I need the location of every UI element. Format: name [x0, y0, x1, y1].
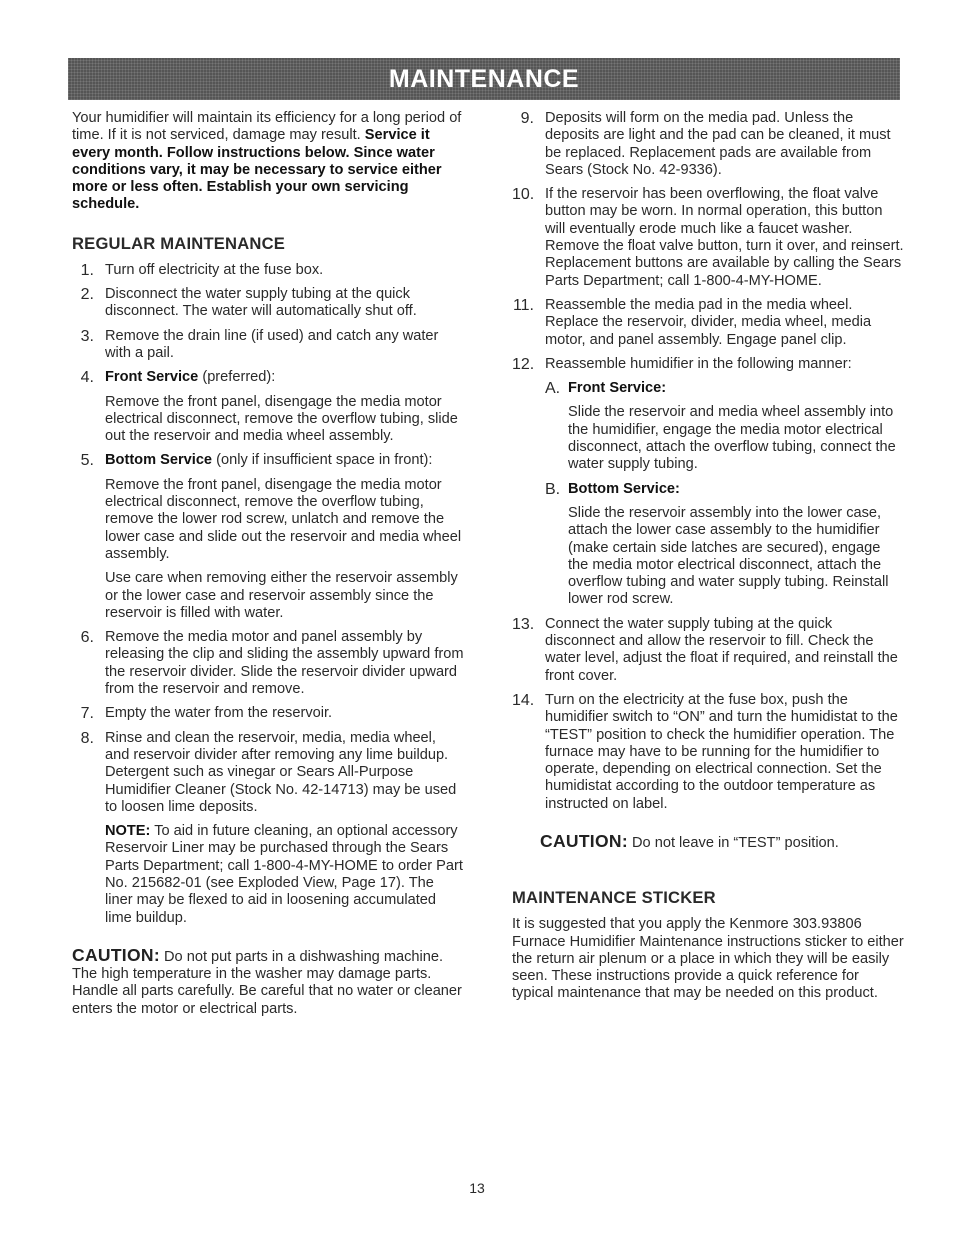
item-body: Remove the front panel, disengage the media motor electrical disconnect, remove the overflow tubing, remove the lower rod screw, unlatch and remove the lower case and slide out the reservoir and media wheel assembly.	[105, 476, 462, 562]
item-text	[105, 452, 464, 469]
right-column	[512, 110, 904, 1003]
item-number: 9.	[520, 110, 534, 127]
list-item	[512, 616, 904, 685]
sub-item-label-text: Front Service:	[568, 380, 667, 397]
sub-item	[512, 481, 904, 498]
list-item	[512, 692, 904, 813]
item-text: Deposits will form on the media pad. Unless the deposits are light and the pad can be cleaned, it must be replaced. Replacement pads are available from Sears (Stock No. 42-9336).	[545, 110, 891, 178]
item-label: Bottom Service	[105, 452, 213, 469]
intro-paragraph	[72, 110, 464, 214]
list-item	[512, 186, 904, 290]
intro-text: Your humidifier will maintain its efficiency for a long period of time. If it is not serviced, damage may result.	[72, 110, 462, 144]
note-text: To aid in future cleaning, an optional accessory Reservoir Liner may be purchased through the Sears Parts Department; call 1-800-4-MY-HOME to order Part No. 215682-01 (see Exploded View, Page 17). The liner may be flexed to aid in loosening accumulated lime buildup.	[105, 823, 463, 926]
item-text: Rinse and clean the reservoir, media, media wheel, and reservoir divider after removing any lime buildup. Detergent such as vinegar or Sears All-Purpose Humidifier Cleaner (Stock No. 42-14713) may be used to loosen lime deposits.	[105, 729, 457, 815]
note-paragraph	[105, 823, 464, 927]
item-number: 13.	[512, 615, 535, 633]
item-label-rest: (only if insufficient space in front):	[212, 452, 433, 469]
item-label-rest: (preferred):	[198, 369, 276, 386]
item-text: If the reservoir has been overflowing, the float valve button may be worn. In normal operation, this button will eventually erode much like a faucet washer. Remove the float valve button, turn it over, and reinsert. Replacement buttons are available by calling the Sears Parts Department; call 1-800-4-MY-HOME.	[545, 186, 904, 289]
item-text: Remove the media motor and panel assembly by releasing the clip and sliding the assembly upward from the reservoir divider. Slide the reservoir divider upward from the reservoir and remove.	[105, 629, 464, 698]
list-item	[72, 705, 464, 722]
item-label: Front Service	[105, 369, 199, 386]
caution-paragraph	[512, 830, 904, 852]
regular-maintenance-heading: REGULAR MAINTENANCE	[72, 233, 286, 253]
caution-paragraph	[72, 944, 464, 1018]
caution-text: Do not leave in “TEST” position.	[627, 834, 839, 851]
item-text: Turn on the electricity at the fuse box, push the humidifier switch to “ON” and turn the humidistat to the “TEST” position to check the humidifier operation. The furnace may have to be running for the humidifier to operate, depending on electrical connection. Set the humidistat according to the outdoor temperature as instructed on label.	[545, 691, 898, 812]
list-item	[72, 286, 464, 321]
caution-label: CAUTION:	[540, 830, 628, 851]
item-number: 2.	[80, 286, 94, 304]
sub-item-label	[568, 380, 904, 397]
sub-item-letter: A.	[545, 380, 561, 398]
item-number: 1.	[80, 261, 94, 279]
list-item	[72, 730, 464, 927]
list-item	[72, 328, 464, 363]
item-number: 12.	[512, 355, 535, 373]
item-number: 11.	[512, 296, 534, 314]
item-text: Remove the drain line (if used) and catch any water with a pail.	[105, 327, 439, 361]
list-item	[72, 629, 464, 698]
list-item	[72, 262, 464, 279]
sub-item-label	[568, 481, 904, 498]
list-item	[512, 356, 904, 373]
caution-text: Do not put parts in a dishwashing machine. The high temperature in the washer may damage parts. Handle all parts carefully. Be careful that no water or cleaner enters the motor or electrical parts.	[72, 948, 462, 1017]
sticker-paragraph: It is suggested that you apply the Kenmore 303.93806 Furnace Humidifier Maintenance instructions sticker to either the return air plenum or a place in which they will be easily seen. These instructions provide a quick reference for typical maintenance that may be needed on this product.	[512, 916, 904, 1002]
section-title: MAINTENANCE	[388, 64, 580, 93]
item-number: 10.	[512, 186, 535, 204]
list-item	[512, 297, 904, 349]
item-number: 6.	[80, 629, 94, 647]
list-item	[72, 369, 464, 445]
item-number: 8.	[80, 729, 94, 747]
sub-item-body: Slide the reservoir assembly into the lower case, attach the lower case assembly to the humidifier (make certain side latches are secured), engage the media motor electrical disconnect, attach the overflow tubing and water supply tubing. Reinstall lower rod screw.	[568, 504, 889, 608]
item-number: 5.	[80, 452, 94, 470]
item-text: Connect the water supply tubing at the quick disconnect and allow the reservoir to fill. Check the water level, adjust the float if required, and reinstall the front cover.	[545, 615, 898, 684]
item-number: 7.	[80, 705, 94, 723]
sub-item	[512, 380, 904, 397]
caution-label: CAUTION:	[72, 944, 160, 965]
list-item	[72, 452, 464, 622]
item-text: Reassemble the media pad in the media wheel. Replace the reservoir, divider, media wheel, media motor, and panel assembly. Engage panel clip.	[545, 296, 872, 348]
note-label: NOTE:	[105, 823, 151, 840]
item-text: Turn off electricity at the fuse box.	[105, 261, 324, 278]
page-number: 13	[469, 1180, 485, 1196]
list-item	[512, 110, 904, 179]
item-text: Empty the water from the reservoir.	[105, 705, 333, 722]
intro-bold-text: Service it every month. Follow instructions below. Since water conditions vary, it may be necessary to service either more or less often. Establish your own servicing schedule.	[72, 127, 442, 213]
item-number: 4.	[80, 369, 94, 387]
item-body: Remove the front panel, disengage the media motor electrical disconnect, remove the overflow tubing, slide out the reservoir and media wheel assembly.	[105, 393, 458, 445]
section-banner	[68, 58, 900, 100]
sub-item-body: Slide the reservoir and media wheel assembly into the humidifier, engage the media motor electrical disconnect, attach the overflow tubing, connect the water supply tubing.	[568, 404, 896, 473]
item-body-note: Use care when removing either the reservoir assembly or the lower case and reservoir assembly since the reservoir is filled with water.	[105, 570, 458, 621]
item-text: Disconnect the water supply tubing at the quick disconnect. The water will automatically shut off.	[105, 286, 417, 320]
sub-item-label-text: Bottom Service:	[568, 480, 680, 497]
item-text	[105, 369, 464, 386]
sub-item-letter: B.	[545, 480, 561, 498]
maintenance-sticker-heading: MAINTENANCE STICKER	[512, 888, 716, 908]
item-number: 3.	[80, 327, 94, 345]
item-number: 14.	[512, 691, 535, 709]
item-text: Reassemble humidifier in the following manner:	[545, 355, 852, 372]
left-column	[72, 110, 464, 1018]
